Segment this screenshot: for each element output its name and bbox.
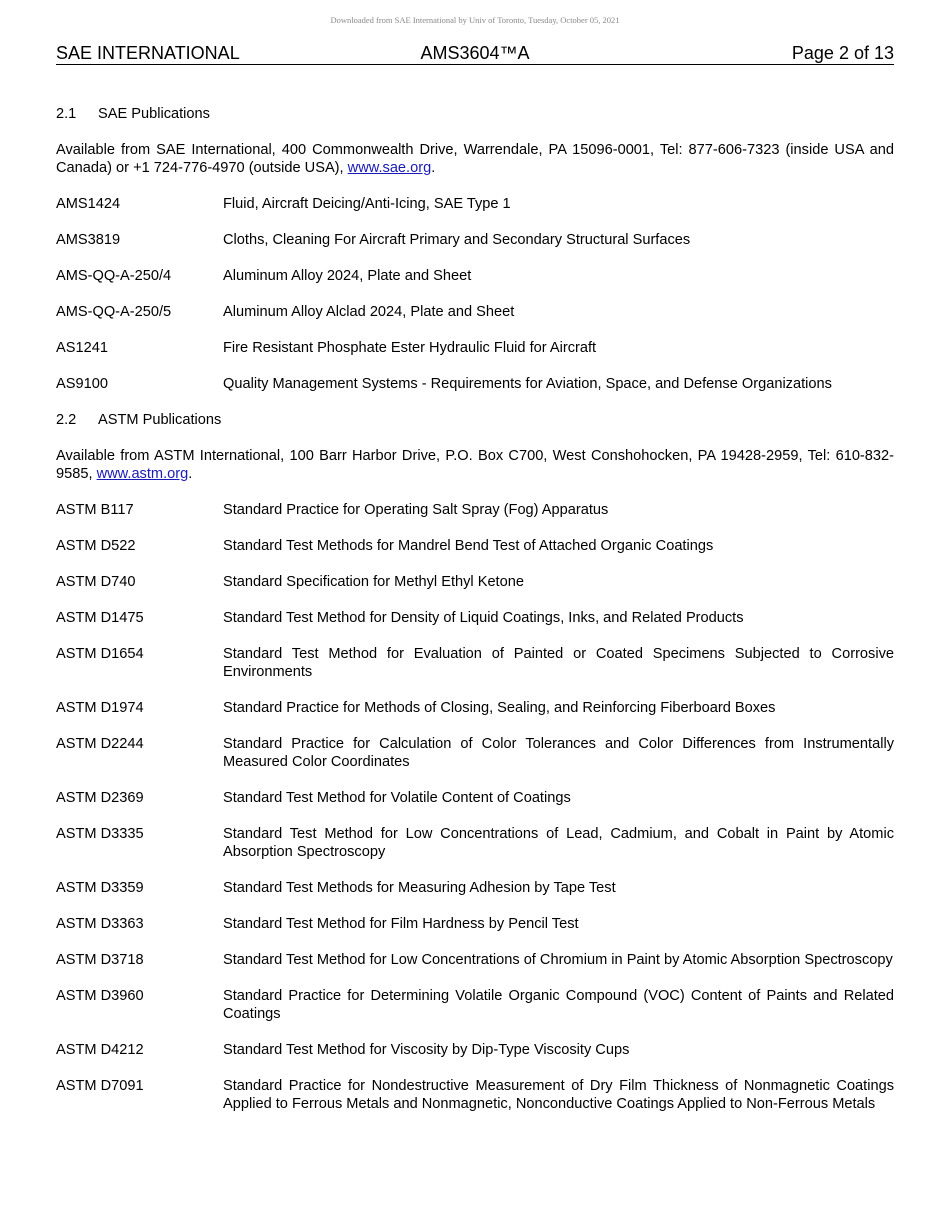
reference-item bbox=[56, 1077, 894, 1113]
reference-item bbox=[56, 1041, 894, 1059]
reference-title: Standard Test Method for Viscosity by Dip-Type Viscosity Cups bbox=[223, 1042, 630, 1058]
section-title: SAE Publications bbox=[98, 106, 210, 122]
reference-title: Standard Specification for Methyl Ethyl Ketone bbox=[223, 574, 524, 590]
reference-code: AMS3819 bbox=[56, 232, 121, 248]
page-header bbox=[56, 43, 894, 65]
reference-title: Standard Test Method for Low Concentrations of Lead, Cadmium, and Cobalt in Paint by Atomic Absorption Spectroscopy bbox=[223, 826, 894, 860]
reference-code: AS9100 bbox=[56, 376, 108, 392]
reference-code: AMS1424 bbox=[56, 196, 121, 212]
reference-code: AMS-QQ-A-250/5 bbox=[56, 304, 172, 320]
reference-code: ASTM D1974 bbox=[56, 700, 144, 716]
reference-item bbox=[56, 879, 894, 897]
reference-title: Quality Management Systems - Requirements for Aviation, Space, and Defense Organizations bbox=[223, 376, 832, 392]
section-heading-2-2 bbox=[56, 411, 894, 429]
reference-item bbox=[56, 375, 894, 393]
availability-paragraph-astm bbox=[56, 447, 894, 483]
reference-title: Standard Practice for Nondestructive Measurement of Dry Film Thickness of Nonmagnetic Coatings Applied to Ferrous Metals and Nonmagnetic, Nonconductive Coatings Applied to Non-Ferrous Metals bbox=[223, 1078, 894, 1112]
astm-website-link[interactable]: www.astm.org bbox=[96, 466, 189, 482]
reference-item bbox=[56, 699, 894, 717]
reference-item bbox=[56, 951, 894, 969]
reference-item bbox=[56, 735, 894, 771]
reference-code: ASTM D3359 bbox=[56, 880, 144, 896]
reference-title: Standard Practice for Calculation of Color Tolerances and Color Differences from Instrumentally Measured Color Coordinates bbox=[223, 736, 894, 770]
reference-title: Aluminum Alloy Alclad 2024, Plate and Sheet bbox=[223, 304, 515, 320]
reference-code: ASTM D522 bbox=[56, 538, 136, 554]
reference-item bbox=[56, 267, 894, 285]
reference-item bbox=[56, 987, 894, 1023]
reference-code: ASTM D3335 bbox=[56, 826, 144, 842]
availability-paragraph-sae bbox=[56, 141, 894, 177]
section-heading-2-1 bbox=[56, 105, 894, 123]
reference-code: ASTM D740 bbox=[56, 574, 136, 590]
reference-title: Standard Test Methods for Mandrel Bend Test of Attached Organic Coatings bbox=[223, 538, 714, 554]
reference-title: Standard Test Method for Low Concentrations of Chromium in Paint by Atomic Absorption Spectroscopy bbox=[223, 952, 893, 968]
reference-code: ASTM D7091 bbox=[56, 1078, 144, 1094]
reference-code: ASTM D3960 bbox=[56, 988, 144, 1004]
reference-item bbox=[56, 789, 894, 807]
reference-title: Standard Practice for Operating Salt Spray (Fog) Apparatus bbox=[223, 502, 609, 518]
section-title: ASTM Publications bbox=[98, 412, 222, 428]
reference-item bbox=[56, 645, 894, 681]
sae-website-link[interactable]: www.sae.org bbox=[347, 160, 432, 176]
reference-item bbox=[56, 501, 894, 519]
download-watermark: Downloaded from SAE International by Univ of Toronto, Tuesday, October 05, 2021 bbox=[330, 15, 620, 25]
reference-title: Fire Resistant Phosphate Ester Hydraulic Fluid for Aircraft bbox=[223, 340, 597, 356]
reference-title: Cloths, Cleaning For Aircraft Primary and Secondary Structural Surfaces bbox=[223, 232, 691, 248]
reference-item bbox=[56, 195, 894, 213]
reference-title: Standard Test Method for Evaluation of Painted or Coated Specimens Subjected to Corrosive Environments bbox=[223, 646, 894, 680]
availability-text: Available from SAE International, 400 Commonwealth Drive, Warrendale, PA 15096-0001, Tel: 877-606-7323 (inside USA and Canada) or +1 724-776-4970 (outside USA), bbox=[56, 142, 894, 176]
reference-title: Standard Practice for Methods of Closing, Sealing, and Reinforcing Fiberboard Boxes bbox=[223, 700, 776, 716]
reference-code: ASTM D1654 bbox=[56, 646, 144, 662]
document-number: AMS3604™A bbox=[420, 43, 530, 63]
publisher-name: SAE INTERNATIONAL bbox=[56, 43, 240, 63]
reference-title: Standard Test Method for Film Hardness by Pencil Test bbox=[223, 916, 579, 932]
reference-code: ASTM D4212 bbox=[56, 1042, 144, 1058]
reference-item bbox=[56, 339, 894, 357]
reference-title: Standard Test Method for Density of Liquid Coatings, Inks, and Related Products bbox=[223, 610, 744, 626]
reference-code: ASTM D2369 bbox=[56, 790, 144, 806]
reference-title: Standard Test Method for Volatile Content of Coatings bbox=[223, 790, 571, 806]
astm-reference-list bbox=[56, 501, 894, 1113]
reference-code: ASTM D1475 bbox=[56, 610, 144, 626]
reference-code: AMS-QQ-A-250/4 bbox=[56, 268, 172, 284]
page-number: Page 2 of 13 bbox=[791, 43, 894, 63]
reference-item bbox=[56, 915, 894, 933]
reference-title: Fluid, Aircraft Deicing/Anti-Icing, SAE Type 1 bbox=[223, 196, 511, 212]
reference-title: Standard Test Methods for Measuring Adhesion by Tape Test bbox=[223, 880, 616, 896]
section-number: 2.2 bbox=[56, 412, 77, 428]
reference-item bbox=[56, 231, 894, 249]
link-suffix: . bbox=[431, 160, 436, 176]
reference-code: AS1241 bbox=[56, 340, 108, 356]
document-body bbox=[56, 105, 894, 1131]
reference-code: ASTM B117 bbox=[56, 502, 134, 518]
reference-item bbox=[56, 609, 894, 627]
sae-reference-list bbox=[56, 195, 894, 393]
section-number: 2.1 bbox=[56, 106, 77, 122]
reference-item bbox=[56, 825, 894, 861]
reference-item bbox=[56, 537, 894, 555]
reference-item bbox=[56, 303, 894, 321]
reference-title: Standard Practice for Determining Volatile Organic Compound (VOC) Content of Paints and Related Coatings bbox=[223, 988, 894, 1022]
reference-code: ASTM D3363 bbox=[56, 916, 144, 932]
reference-item bbox=[56, 573, 894, 591]
availability-text: Available from ASTM International, 100 Barr Harbor Drive, P.O. Box C700, West Conshohocken, PA 19428-2959, Tel: 610-832-9585, bbox=[56, 448, 894, 482]
reference-code: ASTM D2244 bbox=[56, 736, 144, 752]
reference-title: Aluminum Alloy 2024, Plate and Sheet bbox=[223, 268, 472, 284]
reference-code: ASTM D3718 bbox=[56, 952, 144, 968]
link-suffix: . bbox=[188, 466, 193, 482]
